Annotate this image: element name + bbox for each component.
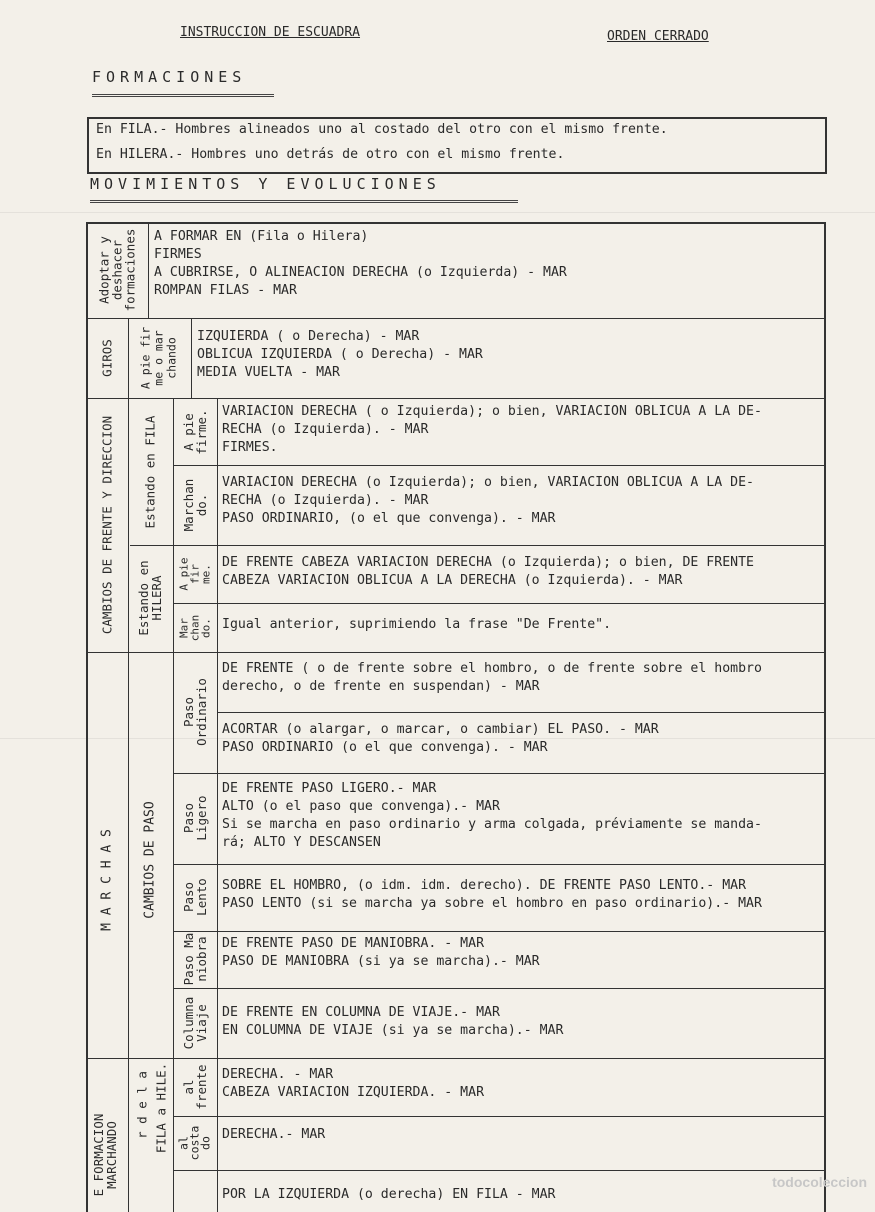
- row-line: [174, 864, 826, 865]
- label-al-costado: al costa do: [176, 1125, 213, 1161]
- col-line: [217, 652, 218, 1212]
- row-line: [174, 1116, 826, 1117]
- cmd-columna-viaje: DE FRENTE EN COLUMNA DE VIAJE.- MAR EN COLUMNA DE VIAJE (si ya se marcha).- MAR: [222, 1005, 564, 1038]
- formacion-fila: En FILA.- Hombres alineados uno al costado del otro con el mismo frente.: [96, 122, 668, 137]
- cmd-paso-ordinario-1: DE FRENTE ( o de frente sobre el hombro, o de frente sobre el hombro derecho, o de frente en suspendan) - MAR: [222, 661, 762, 694]
- row-line: [174, 603, 826, 604]
- label-marchando: Marchan do.: [181, 478, 209, 532]
- cmd-paso-ligero: DE FRENTE PASO LIGERO.- MAR ALTO (o el paso que convenga).- MAR Si se marcha en paso ordinario y arma colgada, préviamente se manda- rá; ALTO Y DESCANSEN: [222, 781, 762, 850]
- label-columna-viaje: Columna Viaje: [181, 996, 209, 1050]
- label-paso-ligero: Paso Ligero: [181, 795, 209, 841]
- cmd-fila-marchando: VARIACION DERECHA (o Izquierda); o bien, VARIACION OBLICUA A LA DE- RECHA (o Izquierda). - MAR PASO ORDINARIO, (o el que convenga). - MAR: [222, 475, 754, 526]
- col-line: [173, 652, 174, 1212]
- header-title-right: ORDEN CERRADO: [607, 29, 709, 44]
- label-paso-ordinario: Paso Ordinario: [181, 678, 209, 746]
- col-line: [148, 222, 149, 318]
- label-paso-lento: Paso Lento: [181, 878, 209, 916]
- cmd-adoptar: A FORMAR EN (Fila o Hilera) FIRMES A CUBRIRSE, O ALINEACION DERECHA (o Izquierda) - MAR ROMPAN FILAS - MAR: [154, 229, 567, 298]
- row-line: [174, 988, 826, 989]
- col-line: [128, 318, 129, 398]
- label-pie-firme: A pie firme.: [181, 409, 209, 455]
- row-line: [86, 398, 826, 399]
- formacion-hilera: En HILERA.- Hombres uno detrás de otro con el mismo frente.: [96, 147, 565, 162]
- cmd-giros: IZQUIERDA ( o Derecha) - MAR OBLICUA IZQUIERDA ( o Derecha) - MAR MEDIA VUELTA - MAR: [197, 329, 483, 380]
- label-estando-hilera: Estando en HILERA: [136, 560, 164, 636]
- label-pie-firme-marchando: A pie fir me o mar chando: [138, 326, 179, 390]
- label-fila-hile: FILA a HILE.: [153, 1062, 169, 1154]
- double-underline: [90, 200, 518, 203]
- cmd-hilera-pie-firme: DE FRENTE CABEZA VARIACION DERECHA (o Izquierda); o bien, DE FRENTE CABEZA VARIACION OBLICUA A LA DERECHA (o Izquierda). - MAR: [222, 555, 754, 588]
- label-cambio-formacion: E FORMACION MARCHANDO: [91, 1113, 119, 1197]
- row-line: [217, 712, 826, 713]
- label-adoptar: Adoptar y deshacer formaciones: [96, 228, 138, 312]
- cmd-paso-ordinario-2: ACORTAR (o alargar, o marcar, o cambiar) EL PASO. - MAR PASO ORDINARIO (o el que convenga). - MAR: [222, 722, 659, 755]
- row-line: [174, 931, 826, 932]
- label-pie-firme-hilera: A pie fir me.: [177, 557, 213, 591]
- paper-fold: [0, 212, 875, 213]
- col-line: [191, 318, 192, 398]
- col-line: [173, 398, 174, 652]
- row-line: [174, 465, 826, 466]
- cmd-fila-pie-firme: VARIACION DERECHA ( o Izquierda); o bien, VARIACION OBLICUA A LA DE- RECHA (o Izquierda). - MAR FIRMES.: [222, 404, 762, 455]
- label-al-frente: al frente: [181, 1064, 209, 1110]
- col-line: [128, 398, 129, 652]
- header-title-left: INSTRUCCION DE ESCUADRA: [180, 25, 361, 40]
- label-estando-fila: Estando en FILA: [142, 415, 158, 529]
- cmd-paso-maniobra: DE FRENTE PASO DE MANIOBRA. - MAR PASO DE MANIOBRA (si ya se marcha).- MAR: [222, 936, 540, 969]
- label-cambios-paso: CAMBIOS DE PASO: [142, 801, 158, 919]
- watermark-logo: todocoleccion: [772, 1174, 867, 1190]
- cmd-last: POR LA IZQUIERDA (o derecha) EN FILA - MAR: [222, 1187, 556, 1202]
- label-marchas: M A R C H A S: [99, 829, 115, 931]
- double-underline: [92, 94, 274, 97]
- label-de-la: r d e l a: [134, 1071, 150, 1139]
- label-giros: GIROS: [99, 339, 115, 377]
- cmd-paso-lento: SOBRE EL HOMBRO, (o idm. idm. derecho). DE FRENTE PASO LENTO.- MAR PASO LENTO (si se marcha ya sobre el hombro en paso ordinario).- MAR: [222, 878, 762, 911]
- row-line: [86, 1058, 826, 1059]
- col-line: [217, 398, 218, 652]
- cmd-al-costado: DERECHA.- MAR: [222, 1127, 326, 1142]
- row-line: [86, 318, 826, 319]
- section-formaciones: FORMACIONES: [92, 68, 247, 86]
- cmd-al-frente: DERECHA. - MAR CABEZA VARIACION IZQUIERDA. - MAR: [222, 1067, 485, 1100]
- label-paso-maniobra: Paso Ma niobra: [181, 932, 209, 986]
- row-line: [174, 773, 826, 774]
- row-line: [130, 545, 826, 546]
- row-line: [174, 1170, 826, 1171]
- label-cambios-frente: CAMBIOS DE FRENTE Y DIRECCION: [99, 415, 115, 635]
- row-line: [86, 652, 826, 653]
- col-line: [128, 652, 129, 1212]
- cmd-hilera-marchando: Igual anterior, suprimiendo la frase "De Frente".: [222, 617, 612, 632]
- section-movimientos: MOVIMIENTOS Y EVOLUCIONES: [90, 175, 441, 193]
- label-marchando-hilera: Mar chan do.: [177, 614, 213, 642]
